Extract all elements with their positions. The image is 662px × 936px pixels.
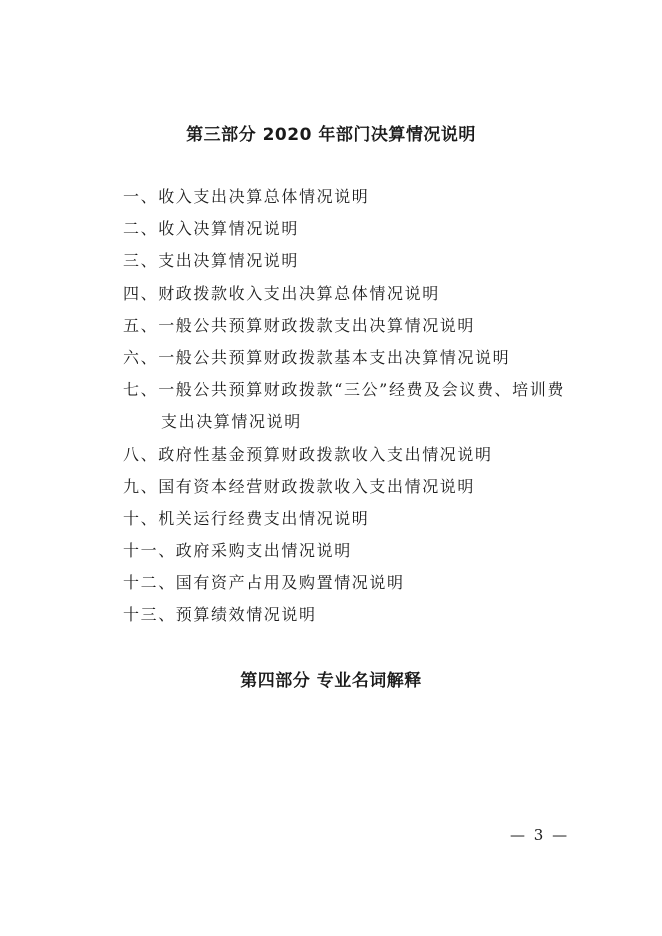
list-item: 十二、国有资产占用及购置情况说明 [123, 573, 405, 593]
list-item: 七、一般公共预算财政拨款“三公”经费及会议费、培训费 [123, 380, 565, 400]
list-item: 十一、政府采购支出情况说明 [123, 541, 352, 561]
list-item: 一、收入支出决算总体情况说明 [123, 187, 370, 206]
list-item: 二、收入决算情况说明 [123, 219, 300, 239]
list-item: 三、支出决算情况说明 [123, 251, 300, 271]
list-item: 五、一般公共预算财政拨款支出决算情况说明 [123, 315, 476, 335]
list-item: 九、国有资本经营财政拨款收入支出情况说明 [123, 476, 476, 496]
list-item: 八、政府性基金预算财政拨款收入支出情况说明 [123, 444, 493, 464]
page-number: — 3 — [510, 826, 570, 844]
part3-heading: 第三部分 2020 年部门决算情况说明 [186, 125, 476, 145]
list-item: 十三、预算绩效情况说明 [123, 605, 317, 625]
list-item-continuation: 支出决算情况说明 [161, 412, 302, 432]
list-item: 十、机关运行经费支出情况说明 [123, 508, 370, 528]
list-item: 四、财政拨款收入支出决算总体情况说明 [123, 283, 440, 303]
part3-item-list [123, 186, 593, 637]
part4-heading: 第四部分 专业名词解释 [240, 671, 422, 691]
list-item: 六、一般公共预算财政拨款基本支出决算情况说明 [123, 347, 511, 367]
